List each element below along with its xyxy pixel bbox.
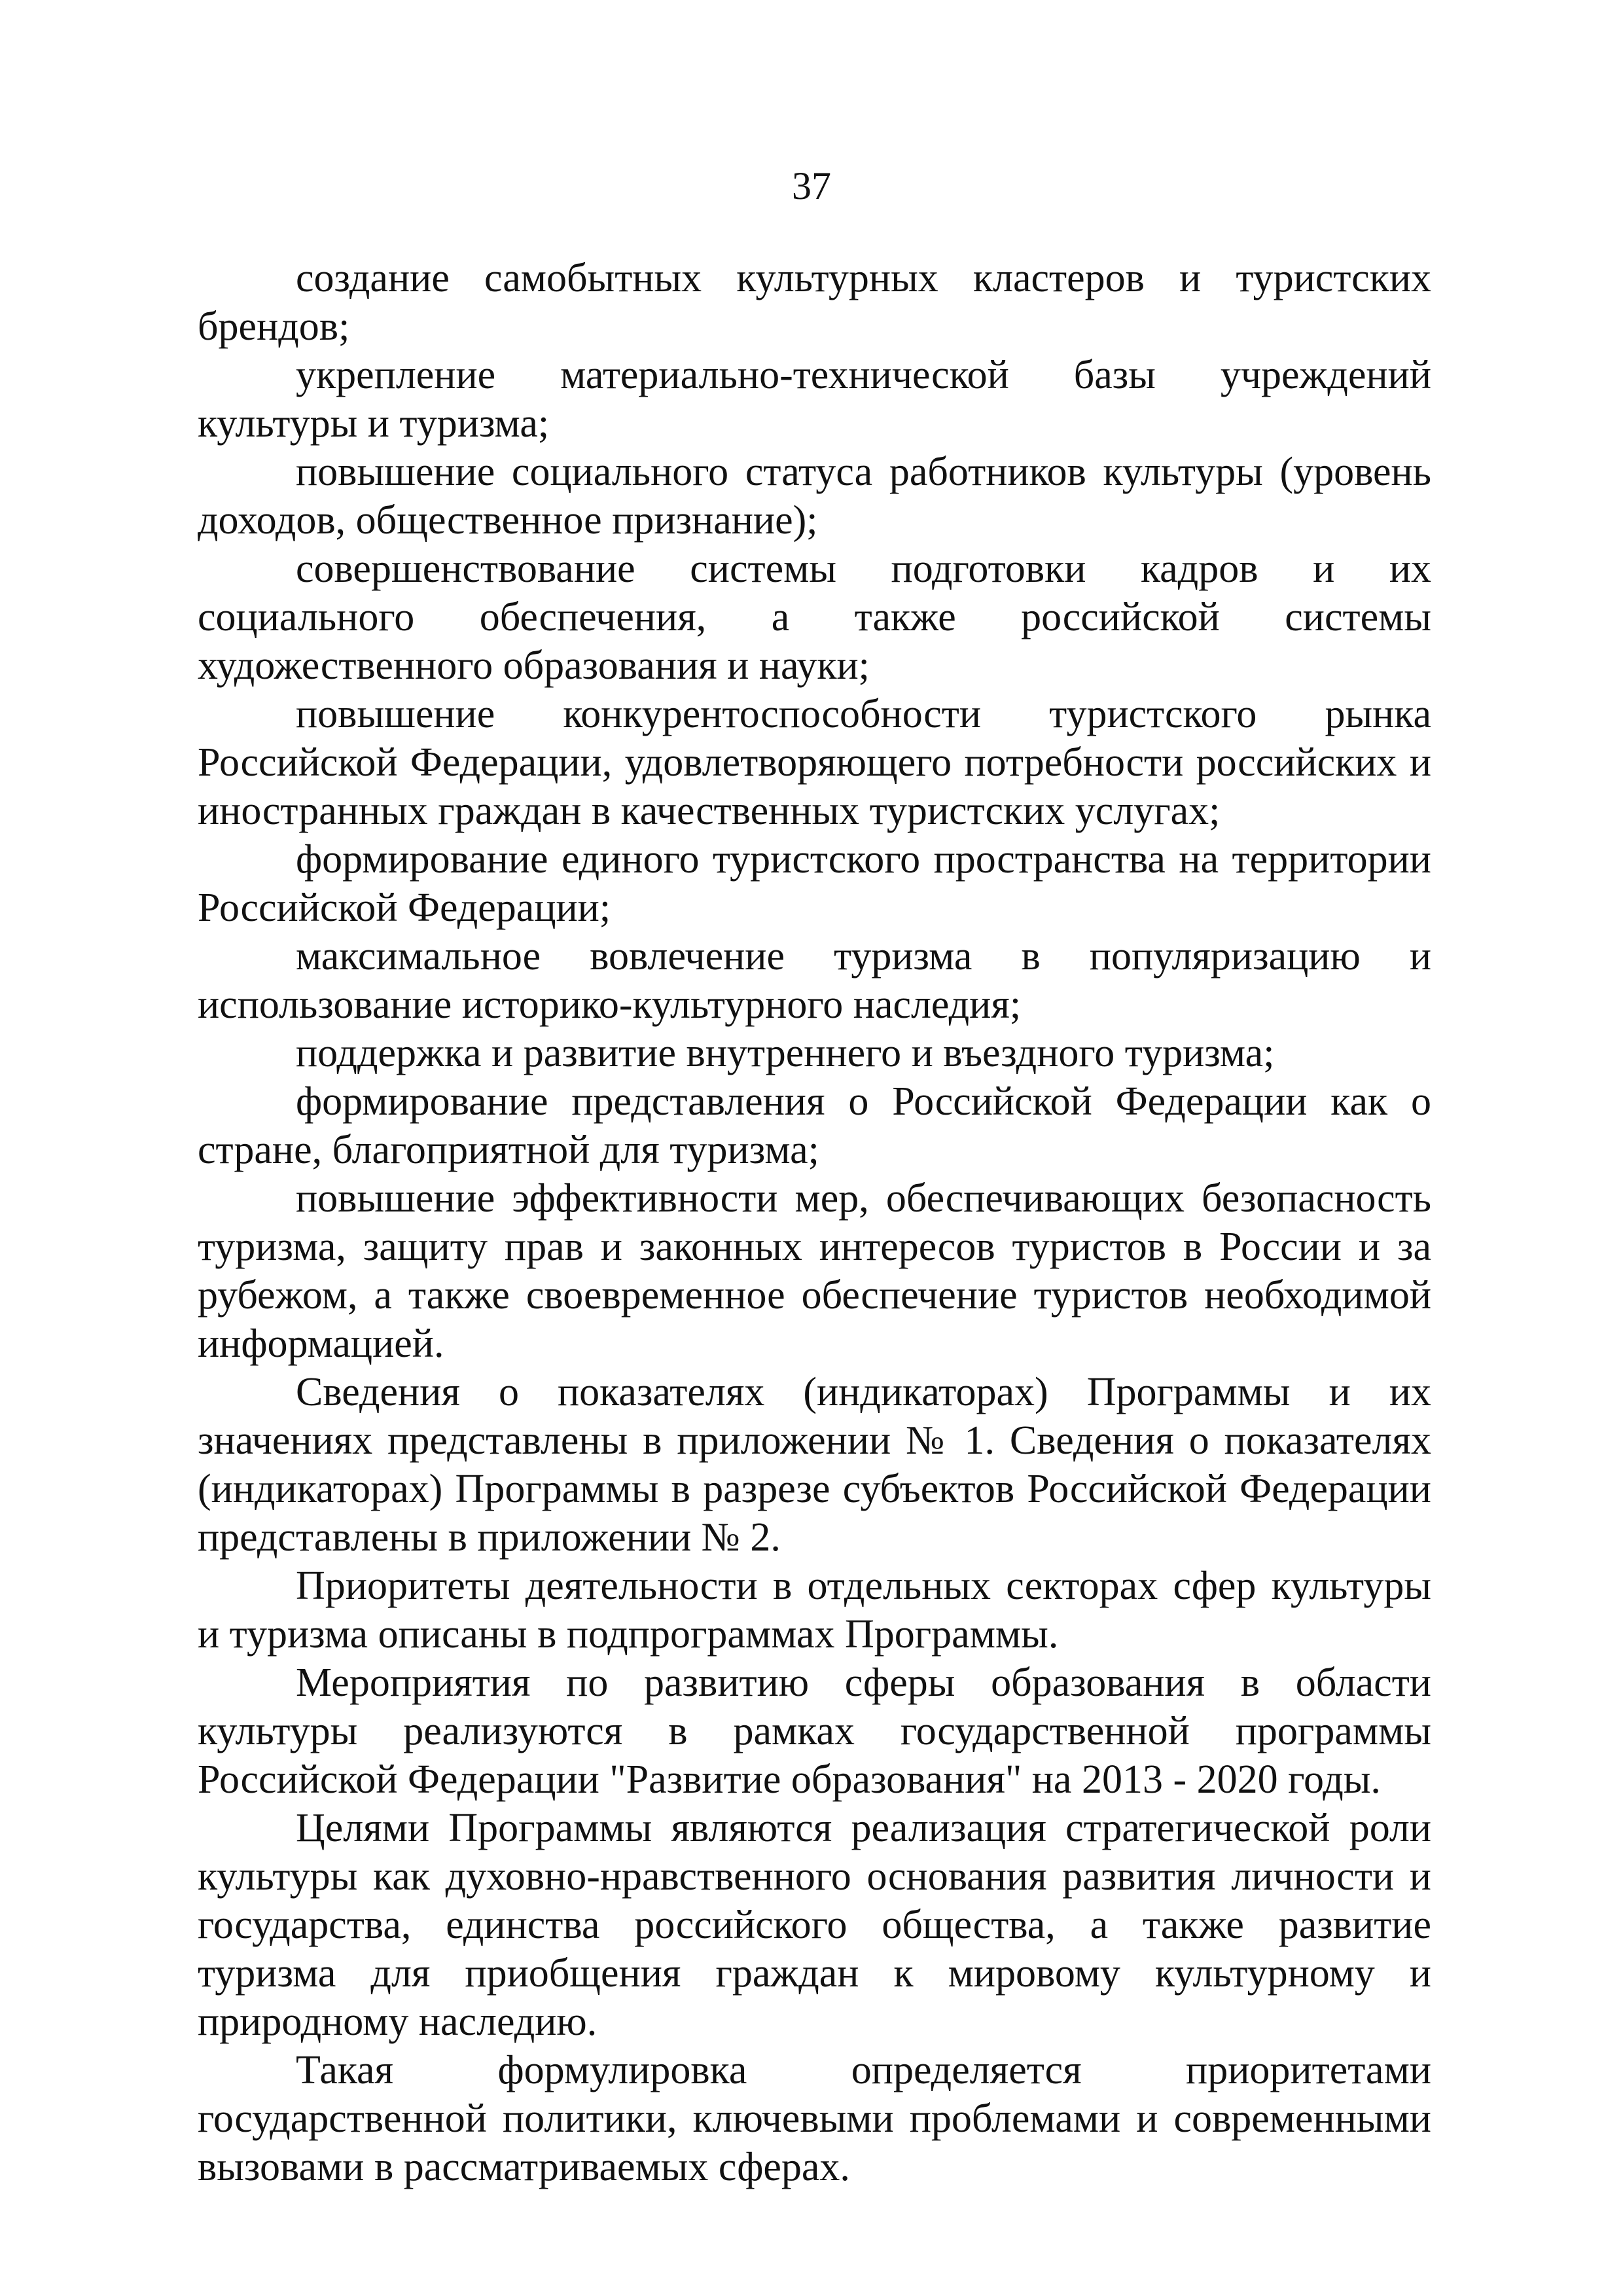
paragraph-competitiveness: повышение конкурентоспособности туристского рынка Российской Федерации, удовлетворяющего потребности российских и иностранных граждан в качественных туристских услугах; [198, 692, 1431, 833]
document-body [198, 254, 1431, 2191]
paragraph-social-status: повышение социального статуса работников культуры (уровень доходов, общественное признание); [198, 450, 1431, 543]
paragraph-education-measures: Мероприятия по развитию сферы образования в области культуры реализуются в рамках государственной программы Российской Федерации "Развитие образования" на 2013 - 2020 годы. [198, 1660, 1431, 1802]
paragraph-domestic-tourism: поддержка и развитие внутреннего и въездного туризма; [296, 1031, 1275, 1075]
page-number: 37 [792, 164, 831, 207]
paragraph-material-base: укрепление материально-технической базы учреждений культуры и туризма; [198, 353, 1431, 446]
paragraph-personnel-training: совершенствование системы подготовки кадров и их социального обеспечения, а также российской системы художественного образования и науки; [198, 547, 1431, 688]
paragraph-program-goals: Целями Программы являются реализация стратегической роли культуры как духовно-нравственного основания развития личности и государства, единства российского общества, а также развитие туризма для приобщения граждан к мировому культурному и природному наследию. [198, 1806, 1431, 2044]
paragraph-tourist-safety: повышение эффективности мер, обеспечивающих безопасность туризма, защиту прав и законных интересов туристов в России и за рубежом, а также своевременное обеспечение туристов необходимой информацией. [198, 1176, 1431, 1366]
paragraph-formulation: Такая формулировка определяется приоритетами государственной политики, ключевыми проблемами и современными вызовами в рассматриваемых сферах. [198, 2048, 1431, 2189]
paragraph-indicators: Сведения о показателях (индикаторах) Программы и их значениях представлены в приложении № 1. Сведения о показателях (индикаторах) Программы в разрезе субъектов Российской Федерации представлены в приложении № 2. [198, 1370, 1431, 1560]
paragraph-cultural-clusters: создание самобытных культурных кластеров и туристских брендов; [198, 256, 1431, 349]
paragraph-heritage-popularization: максимальное вовлечение туризма в популяризацию и использование историко-культурного наследия; [198, 934, 1431, 1027]
paragraph-country-image: формирование представления о Российской Федерации как о стране, благоприятной для туризма; [198, 1079, 1431, 1172]
paragraph-priorities: Приоритеты деятельности в отдельных секторах сфер культуры и туризма описаны в подпрограммах Программы. [198, 1564, 1431, 1657]
paragraph-tourism-space: формирование единого туристского пространства на территории Российской Федерации; [198, 837, 1431, 930]
